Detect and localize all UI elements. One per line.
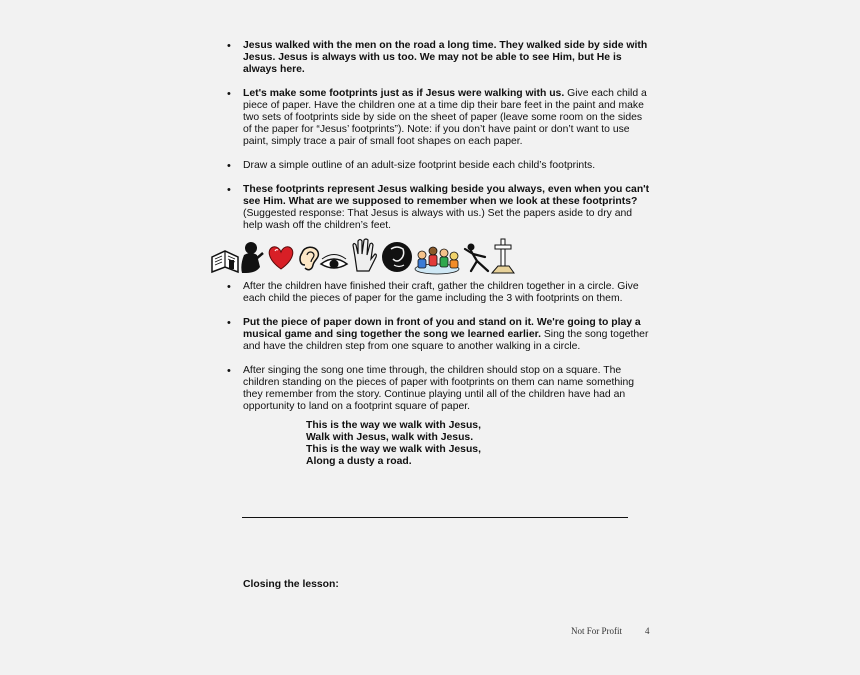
list-item (243, 365, 653, 413)
bold-text: Put the piece of paper down in front of you and stand on it. We're going to play a musical game and sing together the song we learned earlier. (243, 317, 641, 340)
body-text: After singing the song one time through, the children should stop on a square. The children standing on the pieces of paper with footprints on them can name something they remember from the story. Continue playing until all of the children have had an opportunity to land on a footprint square of paper. (243, 365, 635, 412)
page-footer (0, 626, 860, 636)
bold-text: Let's make some footprints just as if Jesus were walking with us. (243, 88, 565, 99)
list-item (243, 160, 653, 172)
closing-heading: Closing the lesson: (243, 579, 339, 590)
page-number: 4 (645, 626, 650, 636)
footer-label: Not For Profit (571, 626, 623, 636)
horizontal-divider (242, 517, 628, 518)
ear-icon (300, 247, 318, 269)
body-text: Draw a simple outline of an adult-size footprint beside each child’s footprints. (243, 160, 596, 171)
heart-icon (269, 247, 293, 269)
song-line: Walk with Jesus, walk with Jesus. (306, 432, 474, 443)
eye-icon (321, 255, 347, 269)
body-text: (Suggested response: That Jesus is always with us.) Set the papers aside to dry and help wash off the children’s feet. (243, 208, 633, 231)
song-line: This is the way we walk with Jesus, (306, 420, 481, 431)
stretching-figure-icon (465, 244, 488, 272)
body-text: Sing the song together and have the children step from one square to another walking in a circle. (243, 329, 649, 352)
hand-icon (353, 239, 376, 271)
body-text: Give each child a piece of paper. Have the children one at a time dip their bare feet in the paint and make two sets of footprints side by side on the sheet of paper (leave some room on the sides of the paper for “Jesus’ footprints”). Note: if you don’t have paint or don’t want to use paint, simply trace a pair of small foot shapes on each paper. (243, 88, 647, 147)
list-item (243, 40, 653, 76)
list-item (243, 184, 653, 232)
list-item (243, 317, 653, 353)
bible-icon (212, 251, 238, 272)
head-silhouette-icon (382, 242, 412, 272)
song-line: This is the way we walk with Jesus, (306, 444, 481, 455)
body-text: After the children have finished their craft, gather the children together in a circle. Give each child the pieces of paper for the game including the 3 with footprints on them. (243, 281, 639, 304)
cross-icon (492, 239, 514, 273)
song-lyrics (306, 420, 481, 468)
instruction-list (243, 40, 653, 425)
bold-text: These footprints represent Jesus walking beside you always, even when you can't see Him. What are we supposed to remember when we look at these footprints? (243, 184, 650, 207)
list-item (243, 88, 653, 148)
bold-text: Jesus walked with the men on the road a long time. They walked side by side with Jesus. Jesus is always with us too. We may not be able to see Him, but He is always here. (243, 40, 648, 75)
song-line: Along a dusty a road. (306, 456, 412, 467)
icon-strip (209, 237, 519, 275)
children-group-icon (415, 247, 459, 274)
praying-child-icon (241, 242, 263, 273)
list-item (243, 281, 653, 305)
